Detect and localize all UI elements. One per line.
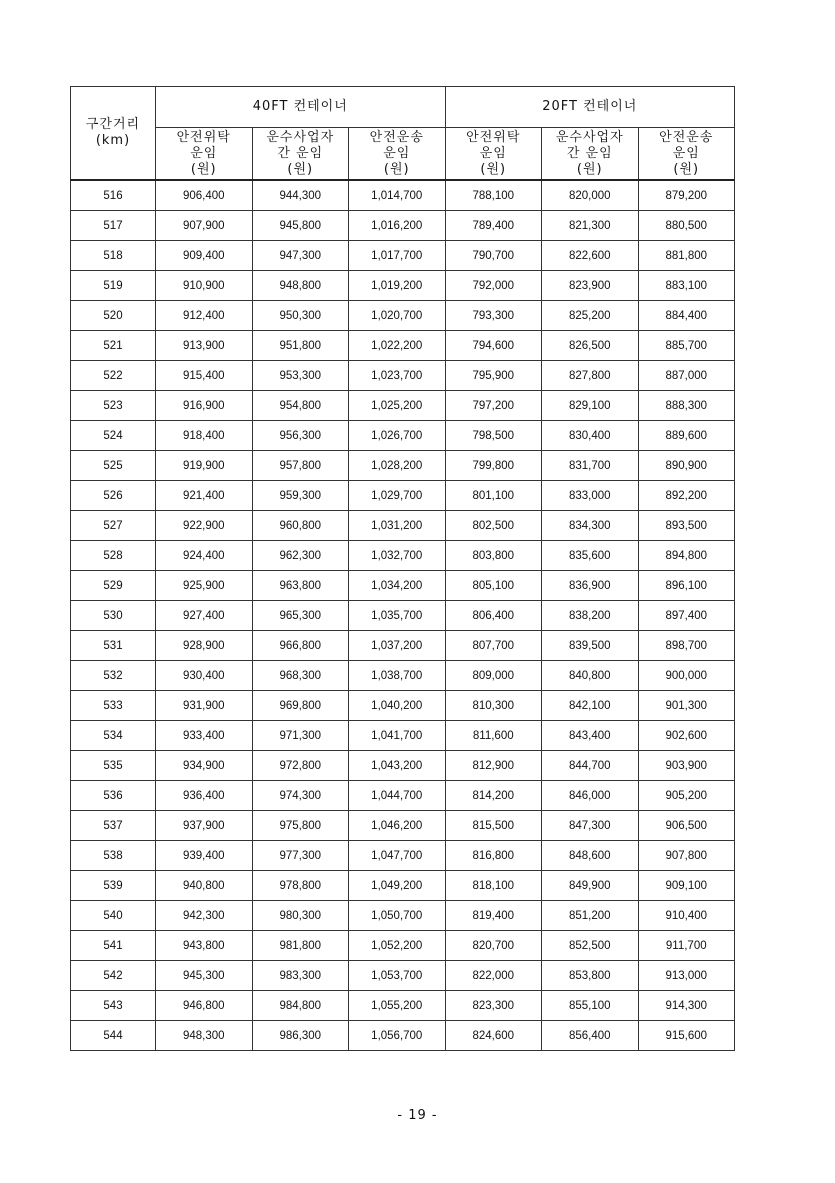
rate-cell: 824,600 bbox=[445, 1021, 542, 1051]
rate-cell: 947,300 bbox=[252, 241, 349, 271]
rate-cell: 814,200 bbox=[445, 781, 542, 811]
rate-cell: 945,300 bbox=[156, 961, 253, 991]
rate-cell: 853,800 bbox=[542, 961, 639, 991]
group-header-20ft: 20FT 컨테이너 bbox=[445, 87, 735, 128]
rate-cell: 885,700 bbox=[638, 331, 735, 361]
table-row bbox=[71, 481, 735, 511]
rate-cell: 1,016,200 bbox=[349, 211, 446, 241]
rate-cell: 897,400 bbox=[638, 601, 735, 631]
sub-header-20ft-safety-consign: 안전위탁 운임 (원) bbox=[445, 128, 542, 181]
rate-cell: 789,400 bbox=[445, 211, 542, 241]
distance-cell: 544 bbox=[71, 1021, 156, 1051]
page-number: - 19 - bbox=[397, 1108, 438, 1123]
rate-cell: 909,400 bbox=[156, 241, 253, 271]
distance-cell: 540 bbox=[71, 901, 156, 931]
rate-cell: 821,300 bbox=[542, 211, 639, 241]
rate-cell: 852,500 bbox=[542, 931, 639, 961]
table-row bbox=[71, 871, 735, 901]
rate-cell: 847,300 bbox=[542, 811, 639, 841]
rate-cell: 913,000 bbox=[638, 961, 735, 991]
distance-cell: 518 bbox=[71, 241, 156, 271]
rate-cell: 965,300 bbox=[252, 601, 349, 631]
rate-cell: 1,031,200 bbox=[349, 511, 446, 541]
rate-cell: 793,300 bbox=[445, 301, 542, 331]
rate-cell: 1,023,700 bbox=[349, 361, 446, 391]
rate-cell: 797,200 bbox=[445, 391, 542, 421]
table-row bbox=[71, 901, 735, 931]
rate-cell: 802,500 bbox=[445, 511, 542, 541]
rate-cell: 1,050,700 bbox=[349, 901, 446, 931]
rate-cell: 953,300 bbox=[252, 361, 349, 391]
rate-cell: 820,000 bbox=[542, 180, 639, 211]
rate-cell: 934,900 bbox=[156, 751, 253, 781]
table-row bbox=[71, 211, 735, 241]
rate-cell: 881,800 bbox=[638, 241, 735, 271]
distance-cell: 541 bbox=[71, 931, 156, 961]
rate-cell: 986,300 bbox=[252, 1021, 349, 1051]
rate-cell: 809,000 bbox=[445, 661, 542, 691]
table-row bbox=[71, 691, 735, 721]
table-row bbox=[71, 721, 735, 751]
distance-cell: 522 bbox=[71, 361, 156, 391]
rate-cell: 909,100 bbox=[638, 871, 735, 901]
rate-cell: 894,800 bbox=[638, 541, 735, 571]
distance-cell: 525 bbox=[71, 451, 156, 481]
rate-cell: 795,900 bbox=[445, 361, 542, 391]
distance-cell: 542 bbox=[71, 961, 156, 991]
table-row bbox=[71, 841, 735, 871]
rate-cell: 910,900 bbox=[156, 271, 253, 301]
rate-cell: 1,038,700 bbox=[349, 661, 446, 691]
rate-cell: 905,200 bbox=[638, 781, 735, 811]
rate-cell: 1,053,700 bbox=[349, 961, 446, 991]
rate-cell: 907,800 bbox=[638, 841, 735, 871]
rate-cell: 915,600 bbox=[638, 1021, 735, 1051]
rate-cell: 956,300 bbox=[252, 421, 349, 451]
rate-cell: 831,700 bbox=[542, 451, 639, 481]
distance-cell: 537 bbox=[71, 811, 156, 841]
rate-cell: 827,800 bbox=[542, 361, 639, 391]
rate-cell: 830,400 bbox=[542, 421, 639, 451]
rate-cell: 936,400 bbox=[156, 781, 253, 811]
table-row bbox=[71, 601, 735, 631]
rate-cell: 790,700 bbox=[445, 241, 542, 271]
rate-cell: 788,100 bbox=[445, 180, 542, 211]
rate-cell: 816,800 bbox=[445, 841, 542, 871]
rate-cell: 914,300 bbox=[638, 991, 735, 1021]
rate-cell: 1,034,200 bbox=[349, 571, 446, 601]
rate-cell: 798,500 bbox=[445, 421, 542, 451]
rate-cell: 898,700 bbox=[638, 631, 735, 661]
rate-cell: 811,600 bbox=[445, 721, 542, 751]
distance-cell: 516 bbox=[71, 180, 156, 211]
rate-cell: 925,900 bbox=[156, 571, 253, 601]
table-row bbox=[71, 781, 735, 811]
rate-cell: 896,100 bbox=[638, 571, 735, 601]
rate-cell: 963,800 bbox=[252, 571, 349, 601]
rate-cell: 980,300 bbox=[252, 901, 349, 931]
table-row bbox=[71, 301, 735, 331]
rate-cell: 1,017,700 bbox=[349, 241, 446, 271]
distance-cell: 517 bbox=[71, 211, 156, 241]
rate-cell: 839,500 bbox=[542, 631, 639, 661]
rate-cell: 903,900 bbox=[638, 751, 735, 781]
freight-rate-table bbox=[70, 86, 735, 1051]
table-row bbox=[71, 991, 735, 1021]
rate-cell: 818,100 bbox=[445, 871, 542, 901]
rate-cell: 1,041,700 bbox=[349, 721, 446, 751]
table-row bbox=[71, 931, 735, 961]
distance-cell: 527 bbox=[71, 511, 156, 541]
rate-cell: 948,800 bbox=[252, 271, 349, 301]
table-row bbox=[71, 451, 735, 481]
rate-cell: 972,800 bbox=[252, 751, 349, 781]
rate-cell: 1,029,700 bbox=[349, 481, 446, 511]
table-row bbox=[71, 1021, 735, 1051]
rate-cell: 822,600 bbox=[542, 241, 639, 271]
rate-cell: 922,900 bbox=[156, 511, 253, 541]
rate-cell: 807,700 bbox=[445, 631, 542, 661]
rate-cell: 834,300 bbox=[542, 511, 639, 541]
table-body bbox=[71, 180, 735, 1051]
rate-cell: 959,300 bbox=[252, 481, 349, 511]
rate-cell: 933,400 bbox=[156, 721, 253, 751]
rate-cell: 950,300 bbox=[252, 301, 349, 331]
rate-cell: 906,400 bbox=[156, 180, 253, 211]
rate-cell: 1,032,700 bbox=[349, 541, 446, 571]
rate-cell: 799,800 bbox=[445, 451, 542, 481]
rate-cell: 1,055,200 bbox=[349, 991, 446, 1021]
rate-cell: 921,400 bbox=[156, 481, 253, 511]
rate-cell: 983,300 bbox=[252, 961, 349, 991]
rate-cell: 948,300 bbox=[156, 1021, 253, 1051]
distance-cell: 535 bbox=[71, 751, 156, 781]
rate-cell: 819,400 bbox=[445, 901, 542, 931]
rate-cell: 792,000 bbox=[445, 271, 542, 301]
rate-cell: 851,200 bbox=[542, 901, 639, 931]
rate-cell: 977,300 bbox=[252, 841, 349, 871]
rate-cell: 884,400 bbox=[638, 301, 735, 331]
rate-cell: 1,026,700 bbox=[349, 421, 446, 451]
rate-cell: 887,000 bbox=[638, 361, 735, 391]
rate-cell: 944,300 bbox=[252, 180, 349, 211]
rate-cell: 919,900 bbox=[156, 451, 253, 481]
rate-cell: 836,900 bbox=[542, 571, 639, 601]
distance-cell: 539 bbox=[71, 871, 156, 901]
rate-cell: 801,100 bbox=[445, 481, 542, 511]
distance-cell: 521 bbox=[71, 331, 156, 361]
table-row bbox=[71, 571, 735, 601]
table-row bbox=[71, 180, 735, 211]
rate-cell: 946,800 bbox=[156, 991, 253, 1021]
table-row bbox=[71, 811, 735, 841]
rate-cell: 805,100 bbox=[445, 571, 542, 601]
rate-cell: 945,800 bbox=[252, 211, 349, 241]
rate-cell: 943,800 bbox=[156, 931, 253, 961]
rate-cell: 954,800 bbox=[252, 391, 349, 421]
rate-cell: 912,400 bbox=[156, 301, 253, 331]
table-row bbox=[71, 271, 735, 301]
table-row bbox=[71, 421, 735, 451]
rate-cell: 810,300 bbox=[445, 691, 542, 721]
rate-cell: 931,900 bbox=[156, 691, 253, 721]
rate-cell: 940,800 bbox=[156, 871, 253, 901]
distance-cell: 532 bbox=[71, 661, 156, 691]
distance-cell: 531 bbox=[71, 631, 156, 661]
rate-cell: 823,900 bbox=[542, 271, 639, 301]
rate-cell: 937,900 bbox=[156, 811, 253, 841]
rate-cell: 984,800 bbox=[252, 991, 349, 1021]
rate-cell: 835,600 bbox=[542, 541, 639, 571]
distance-cell: 528 bbox=[71, 541, 156, 571]
rate-cell: 843,400 bbox=[542, 721, 639, 751]
rate-cell: 883,100 bbox=[638, 271, 735, 301]
rate-cell: 927,400 bbox=[156, 601, 253, 631]
sub-header-40ft-safety-consign: 안전위탁 운임 (원) bbox=[156, 128, 253, 181]
rate-cell: 893,500 bbox=[638, 511, 735, 541]
rate-cell: 794,600 bbox=[445, 331, 542, 361]
rate-cell: 1,022,200 bbox=[349, 331, 446, 361]
rate-cell: 960,800 bbox=[252, 511, 349, 541]
rate-cell: 803,800 bbox=[445, 541, 542, 571]
rate-cell: 829,100 bbox=[542, 391, 639, 421]
rate-cell: 1,043,200 bbox=[349, 751, 446, 781]
rate-cell: 833,000 bbox=[542, 481, 639, 511]
rate-cell: 812,900 bbox=[445, 751, 542, 781]
sub-header-20ft-carrier: 운수사업자 간 운임 (원) bbox=[542, 128, 639, 181]
rate-cell: 911,700 bbox=[638, 931, 735, 961]
distance-header: 구간거리 (km) bbox=[71, 87, 156, 181]
rate-cell: 1,037,200 bbox=[349, 631, 446, 661]
rate-cell: 855,100 bbox=[542, 991, 639, 1021]
rate-cell: 1,044,700 bbox=[349, 781, 446, 811]
rate-cell: 968,300 bbox=[252, 661, 349, 691]
table-row bbox=[71, 541, 735, 571]
rate-cell: 974,300 bbox=[252, 781, 349, 811]
distance-cell: 529 bbox=[71, 571, 156, 601]
rate-cell: 825,200 bbox=[542, 301, 639, 331]
rate-cell: 880,500 bbox=[638, 211, 735, 241]
distance-cell: 543 bbox=[71, 991, 156, 1021]
rate-cell: 915,400 bbox=[156, 361, 253, 391]
rate-cell: 930,400 bbox=[156, 661, 253, 691]
rate-cell: 806,400 bbox=[445, 601, 542, 631]
rate-cell: 966,800 bbox=[252, 631, 349, 661]
rate-cell: 907,900 bbox=[156, 211, 253, 241]
distance-cell: 526 bbox=[71, 481, 156, 511]
table-row bbox=[71, 961, 735, 991]
rate-cell: 939,400 bbox=[156, 841, 253, 871]
table-row bbox=[71, 331, 735, 361]
rate-cell: 842,100 bbox=[542, 691, 639, 721]
rate-cell: 879,200 bbox=[638, 180, 735, 211]
rate-cell: 910,400 bbox=[638, 901, 735, 931]
rate-cell: 888,300 bbox=[638, 391, 735, 421]
rate-cell: 978,800 bbox=[252, 871, 349, 901]
rate-cell: 1,052,200 bbox=[349, 931, 446, 961]
rate-cell: 969,800 bbox=[252, 691, 349, 721]
rate-cell: 1,049,200 bbox=[349, 871, 446, 901]
rate-cell: 1,028,200 bbox=[349, 451, 446, 481]
rate-cell: 900,000 bbox=[638, 661, 735, 691]
rate-cell: 906,500 bbox=[638, 811, 735, 841]
distance-cell: 534 bbox=[71, 721, 156, 751]
rate-cell: 981,800 bbox=[252, 931, 349, 961]
rate-cell: 924,400 bbox=[156, 541, 253, 571]
rate-cell: 826,500 bbox=[542, 331, 639, 361]
rate-cell: 916,900 bbox=[156, 391, 253, 421]
sub-header-40ft-carrier: 운수사업자 간 운임 (원) bbox=[252, 128, 349, 181]
rate-cell: 928,900 bbox=[156, 631, 253, 661]
rate-cell: 820,700 bbox=[445, 931, 542, 961]
rate-cell: 848,600 bbox=[542, 841, 639, 871]
rate-cell: 901,300 bbox=[638, 691, 735, 721]
table-row bbox=[71, 661, 735, 691]
rate-cell: 846,000 bbox=[542, 781, 639, 811]
table-row bbox=[71, 631, 735, 661]
table-row bbox=[71, 391, 735, 421]
rate-cell: 1,035,700 bbox=[349, 601, 446, 631]
rate-cell: 823,300 bbox=[445, 991, 542, 1021]
distance-cell: 533 bbox=[71, 691, 156, 721]
distance-cell: 519 bbox=[71, 271, 156, 301]
distance-cell: 530 bbox=[71, 601, 156, 631]
distance-cell: 524 bbox=[71, 421, 156, 451]
rate-cell: 822,000 bbox=[445, 961, 542, 991]
rate-cell: 1,040,200 bbox=[349, 691, 446, 721]
rate-cell: 1,019,200 bbox=[349, 271, 446, 301]
rate-cell: 1,056,700 bbox=[349, 1021, 446, 1051]
rate-cell: 1,046,200 bbox=[349, 811, 446, 841]
rate-cell: 942,300 bbox=[156, 901, 253, 931]
rate-cell: 838,200 bbox=[542, 601, 639, 631]
sub-header-20ft-safety-transport: 안전운송 운임 (원) bbox=[638, 128, 735, 181]
table-header bbox=[71, 87, 735, 181]
rate-cell: 1,020,700 bbox=[349, 301, 446, 331]
rate-cell: 957,800 bbox=[252, 451, 349, 481]
rate-cell: 890,900 bbox=[638, 451, 735, 481]
rate-cell: 844,700 bbox=[542, 751, 639, 781]
rate-cell: 971,300 bbox=[252, 721, 349, 751]
distance-cell: 536 bbox=[71, 781, 156, 811]
rate-cell: 1,014,700 bbox=[349, 180, 446, 211]
rate-cell: 1,047,700 bbox=[349, 841, 446, 871]
rate-cell: 856,400 bbox=[542, 1021, 639, 1051]
rate-cell: 1,025,200 bbox=[349, 391, 446, 421]
rate-cell: 815,500 bbox=[445, 811, 542, 841]
rate-cell: 913,900 bbox=[156, 331, 253, 361]
rate-cell: 951,800 bbox=[252, 331, 349, 361]
rate-cell: 840,800 bbox=[542, 661, 639, 691]
rate-cell: 975,800 bbox=[252, 811, 349, 841]
table-row bbox=[71, 241, 735, 271]
rate-cell: 918,400 bbox=[156, 421, 253, 451]
rate-cell: 892,200 bbox=[638, 481, 735, 511]
rate-cell: 902,600 bbox=[638, 721, 735, 751]
rate-cell: 962,300 bbox=[252, 541, 349, 571]
distance-cell: 538 bbox=[71, 841, 156, 871]
group-header-40ft: 40FT 컨테이너 bbox=[156, 87, 446, 128]
table-row bbox=[71, 511, 735, 541]
table-row bbox=[71, 751, 735, 781]
distance-cell: 520 bbox=[71, 301, 156, 331]
table-row bbox=[71, 361, 735, 391]
sub-header-40ft-safety-transport: 안전운송 운임 (원) bbox=[349, 128, 446, 181]
rate-cell: 849,900 bbox=[542, 871, 639, 901]
distance-cell: 523 bbox=[71, 391, 156, 421]
rate-cell: 889,600 bbox=[638, 421, 735, 451]
